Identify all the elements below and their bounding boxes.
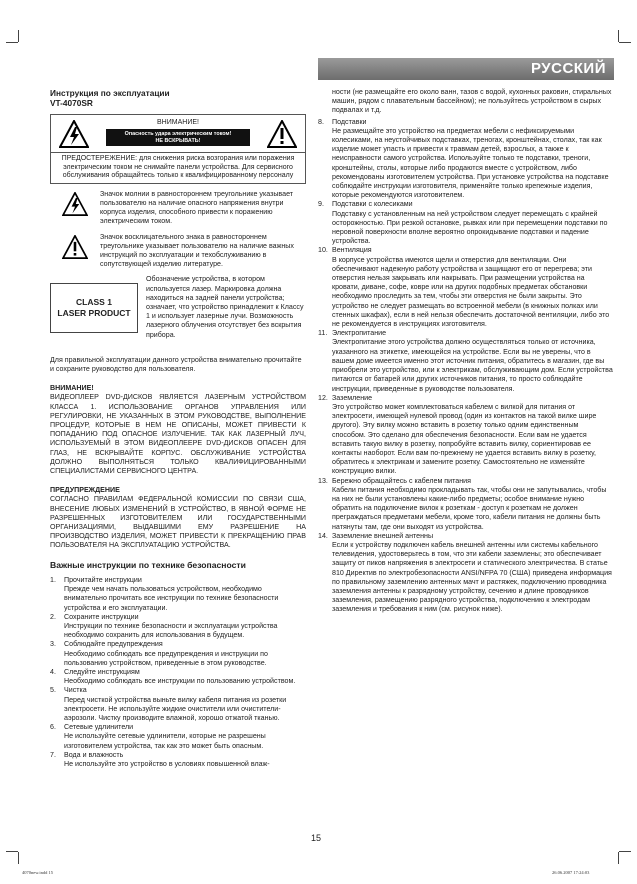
item-number: 12. (318, 393, 328, 402)
item-body: Кабели питания необходимо прокладывать так, чтобы они не запутывались, чтобы на них не были установлены какие-либо предметы; особое внимание нужно обратить на подключение вилок к розеткам - доступ к розеткам не должен преграждаться предметами мебели, кроме того, кабели питания не должны быть натянуты там, где они выходят из устройства. (332, 485, 607, 531)
item-body: В корпусе устройства имеются щели и отверстия для вентиляции. Они обеспечивают надежную работу устройства и защищают его от перегрева; эти отверстия нельзя закрывать или накрывать. При размещении устройства на кровати, диване, софе, ковре или на других подобных предметах обстановки необходимо проследить за тем, чтобы эти отверстия не были закрыты. Это устройство не следует размещать во встроенной мебели (в книжных полках или стенных шкафах), если в ней нельзя обеспечить достаточной вентиляции, либо это не рекомендуется в инструкциях изготовителя. (332, 255, 610, 329)
item-body: Не используйте это устройство в условиях повышенной влаж- (64, 759, 270, 768)
laser-class-explanation (50, 275, 306, 339)
list-item (50, 723, 306, 751)
item-body: Не размещайте это устройство на предметах мебели с нефиксируемыми колесиками, на неустойчивых подставках, треногах, кронштейнах, столах, так как изделие может упасть и привести к травмам детей, взрослых, а также к неисправности самого устройства. Используйте только те подставки, треноги, кронштейны, столы, которые либо продаются вместе с устройством, либо рекомендованы изготовителем устройства. При установке устройства на подставке соблюдайте инструкции изготовителя, применяйте только крепежные изделия, которые рекомендуются изготовителем. (332, 126, 609, 200)
item-number: 14. (318, 531, 328, 540)
list-item (318, 394, 614, 477)
lightning-triangle-icon (50, 190, 100, 227)
list-item (50, 686, 306, 723)
crop-mark (618, 30, 619, 42)
footer-timestamp: 26.06.2007 17:24:03 (552, 870, 590, 875)
intro-text: Для правильной эксплуатации данного устройства внимательно прочитайте и сохраните руководство для пользователя. (50, 355, 302, 374)
item-title: Электропитание (332, 329, 387, 338)
item-title: Прочитайте инструкции (64, 575, 142, 584)
crop-mark (6, 42, 18, 43)
item-title: Чистка (64, 686, 87, 695)
shock-warning-label (106, 129, 250, 146)
exclamation-explanation-text: Значок восклицательного знака в равностороннем треугольнике указывает пользователю на наличие важных инструкций по эксплуатации и техобслуживанию в сопутствующей изделию литературе. (100, 232, 294, 269)
item-body: Электропитание этого устройства должно осуществляться только от источника, указанного на этикетке, имеющейся на устройстве. Если вы не уверены, что в вашем доме имеется именно этот источник питания, обратитесь в магазин, где вы приобрели это устройство, или к электрикам, обслуживающим дом. Если устройства питаются от батарей или других источников питания, то просто соблюдайте инструкции, приведенные в руководстве пользователя. (332, 338, 613, 393)
safety-section-title: Важные инструкции по технике безопасности (50, 559, 246, 570)
item-title: Подставки с колесиками (332, 200, 413, 209)
safety-list-right (318, 118, 614, 615)
item-body: Перед чисткой устройства выньте вилку кабеля питания из розетки электросети. Не используйте жидкие очистители или очистители-аэрозоли. Чистку производите влажной, хорошо отжатой тканью. (64, 695, 287, 722)
crop-mark (18, 852, 19, 864)
exclamation-triangle-icon (259, 115, 305, 152)
list-item (318, 329, 614, 393)
list-item (318, 200, 614, 246)
shock-warning-box (50, 114, 306, 184)
lightning-symbol-explanation (50, 190, 306, 227)
model-number: VT-4070SR (50, 98, 93, 108)
item-title: Вода и влажность (64, 750, 124, 759)
lightning-explanation-text: Значок молнии в равностороннем треугольнике указывает пользователю на наличие опасного напряжения внутри корпуса изделия, способного привести к поражению электрическим током. (100, 189, 294, 226)
item-number: 3. (50, 640, 56, 649)
list-item (50, 613, 306, 641)
item-number: 9. (318, 200, 324, 209)
item-body: Прежде чем начать пользоваться устройством, необходимо внимательно прочитать все инструкции по технике безопасности устройства и его эксплуатации. (64, 585, 279, 612)
continued-text: ности (не размещайте его около ванн, тазов с водой, кухонных раковин, стиральных машин, рядом с плавательным бассейном); не пользуйтесь устройством в сырых подвалах и т.д. (332, 88, 612, 115)
attention-body: ВИДЕОПЛЕЕР DVD-ДИСКОВ ЯВЛЯЕТСЯ ЛАЗЕРНЫМ УСТРОЙСТВОМ КЛАССА 1. ИСПОЛЬЗОВАНИЕ ОРГАНОВ УПРАВЛЕНИЯ ИЛИ РЕГУЛИРОВКИ, НЕ УКАЗАННЫХ В ЭТОМ РУКОВОДСТВЕ, ВЫПОЛНЕНИЕ ПРОЦЕДУР, КОТОРЫЕ В НЕМ НЕ ОПИСАНЫ, МОЖЕТ ПРИВЕСТИ К ПОПАДАНИЮ ПОД ОПАСНОЕ ИЗЛУЧЕНИЕ. ТАК КАК ЛАЗЕРНЫЙ ЛУЧ, ИСПОЛЬЗУЕМЫЙ В ЭТОМ ВИДЕОПЛЕЕРЕ DVD-ДИСКОВ ОПАСЕН ДЛЯ ГЛАЗ, НЕ ВСКРЫВАЙТЕ КОРПУС. ОБСЛУЖИВАНИЕ УСТРОЙСТВА ДОЛЖНО ВЫПОЛНЯТЬСЯ ТОЛЬКО КВАЛИФИЦИРОВАННЫМИ СПЕЦИАЛИСТАМИ СЕРВИСНОГО ЦЕНТРА. (50, 393, 306, 476)
caution-title: ПРЕДУПРЕЖДЕНИЕ (50, 486, 120, 495)
item-title: Подставки (332, 117, 367, 126)
list-item (318, 118, 614, 201)
item-body: Необходимо соблюдать все инструкции по пользованию устройством. (64, 677, 296, 686)
list-item (50, 751, 306, 769)
exclamation-triangle-icon (50, 233, 100, 270)
left-column (50, 88, 306, 769)
list-item (50, 640, 306, 668)
item-number: 13. (318, 476, 328, 485)
laser-class-label (50, 283, 138, 333)
exclamation-symbol-explanation (50, 233, 306, 270)
crop-mark (618, 852, 619, 864)
item-number: 10. (318, 246, 328, 255)
do-not-open-line: НЕ ВСКРЫВАТЬ! (155, 137, 201, 144)
item-title: Заземление (332, 393, 373, 402)
item-body: Необходимо соблюдать все предупреждения и инструкции по пользованию устройством, приведенные в этом руководстве. (64, 649, 268, 667)
item-number: 7. (50, 750, 56, 759)
right-column (318, 88, 614, 615)
item-number: 4. (50, 667, 56, 676)
item-title: Соблюдайте предупреждения (64, 640, 163, 649)
caution-text: ПРЕДОСТЕРЕЖЕНИЕ: для снижения риска возгорания или поражения электрическим током не снимайте панели устройства. Для сервисного обслуживания обращайтесь только к квалифицированному персоналу (61, 155, 295, 180)
item-body: Это устройство может комплектоваться кабелем с вилкой для питания от электросети, имеющей нулевой провод (один из контактов на такой вилке шире другого). Эту вилку можно вставить в розетку только одним единственным способом. Это сделано для обеспечения безопасности. Если вам не удается вставить такую вилку в розетку, попробуйте вставить вилку, сориентировав ее контакты наоборот. Если вам по-прежнему не удается вставить вилку в розетку, обратитесь к электрикам и замените розетку. Самостоятельно не изменяйте конструкцию вилки. (332, 402, 597, 476)
attention-title: ВНИМАНИЕ! (50, 384, 94, 393)
item-number: 11. (318, 329, 328, 338)
item-title: Сохраните инструкции (64, 612, 139, 621)
caution-body: СОГЛАСНО ПРАВИЛАМ ФЕДЕРАЛЬНОЙ КОМИССИИ ПО СВЯЗИ США, ВНЕСЕНИЕ ЛЮБЫХ ИЗМЕНЕНИЙ В УСТРОЙСТВО, В ЯВНОЙ ФОРМЕ НЕ РАЗРЕШЕННЫХ ИЗГОТОВИТЕЛЕМ ИЛИ ГОСУДАРСТВЕННЫМИ ОРГАНИЗАЦИЯМИ, ВЫДАВШИМИ ЕМУ РАЗРЕШЕНИЕ НА ПРОИЗВОДСТВО ИЗДЕЛИЯ, МОЖЕТ ПРИВЕСТИ К ПРЕКРАЩЕНИЮ ПРАВ ПОЛЬЗОВАТЕЛЯ НА ЭКСПЛУАТАЦИЮ УСТРОЙСТВА. (50, 495, 306, 550)
list-item (318, 477, 614, 532)
laser-explanation-text: Обозначение устройства, в котором используется лазер. Маркировка должна находиться на задней панели устройства; означает, что устройство принадлежит к Классу 1 и использует лазерные лучи. Возможность лазерного облучения отсутствует без вскрытия прибора. (146, 275, 304, 339)
item-title: Следуйте инструкциям (64, 667, 140, 676)
item-body: Если к устройству подключен кабель внешней антенны или системы кабельного телевидения, удостоверьтесь в том, что эти кабели заземлены; это обеспечивает защиту от пиков напряжения в электросети и статического электричества. В статье 810 Директив по электробезопасности ANSI/NFPA 70 (США) приведена информация по правильному заземлению антенных мачт и растяжек, подключению проводника заземления антенны к разрядному устройству, сечению и длине проводников заземления, размещению разрядного устройства, подключению к электродам заземления и требования к ним (см. рисунок ниже). (332, 540, 612, 614)
lightning-triangle-icon (51, 115, 97, 152)
laser-product-line: LASER PRODUCT (57, 308, 131, 319)
safety-list-left (50, 576, 306, 769)
crop-mark (619, 851, 631, 852)
crop-mark (18, 30, 19, 42)
item-title: Сетевые удлинители (64, 723, 134, 732)
item-number: 2. (50, 612, 56, 621)
item-number: 1. (50, 575, 56, 584)
shock-warning-line: Опасность удара электрическим током! (124, 131, 232, 138)
item-number: 5. (50, 686, 56, 695)
item-body: Инструкции по технике безопасности и эксплуатации устройства необходимо сохранить для использования в будущем. (64, 621, 278, 640)
list-item (318, 532, 614, 615)
item-title: Вентиляция (332, 246, 372, 255)
list-item (50, 576, 306, 613)
language-banner: РУССКИЙ (318, 58, 614, 80)
list-item (318, 246, 614, 329)
item-title: Заземление внешней антенны (332, 531, 434, 540)
item-number: 6. (50, 723, 56, 732)
page-number: 15 (311, 833, 322, 843)
item-body: Подставку с установленным на ней устройством следует перемещать с крайней осторожностью. При резкой остановке, рывках или при перемещении подставки по неровной поверхности вполне вероятно опрокидывание подставки и падение устройства. (332, 209, 608, 246)
item-number: 8. (318, 117, 324, 126)
list-item (50, 668, 306, 686)
warning-title: ВНИМАНИЕ! (157, 119, 199, 126)
crop-mark (6, 851, 18, 852)
laser-class-line: CLASS 1 (76, 297, 112, 308)
crop-mark (619, 42, 631, 43)
manual-title: Инструкция по эксплуатации (50, 88, 170, 98)
item-body: Не используйте сетевые удлинители, которые не разрешены изготовителем устройства, так как это может быть опасным. (64, 732, 266, 750)
footer-file-info: 4070new.indd 15 (22, 870, 53, 875)
item-title: Бережно обращайтесь с кабелем питания (332, 476, 471, 485)
